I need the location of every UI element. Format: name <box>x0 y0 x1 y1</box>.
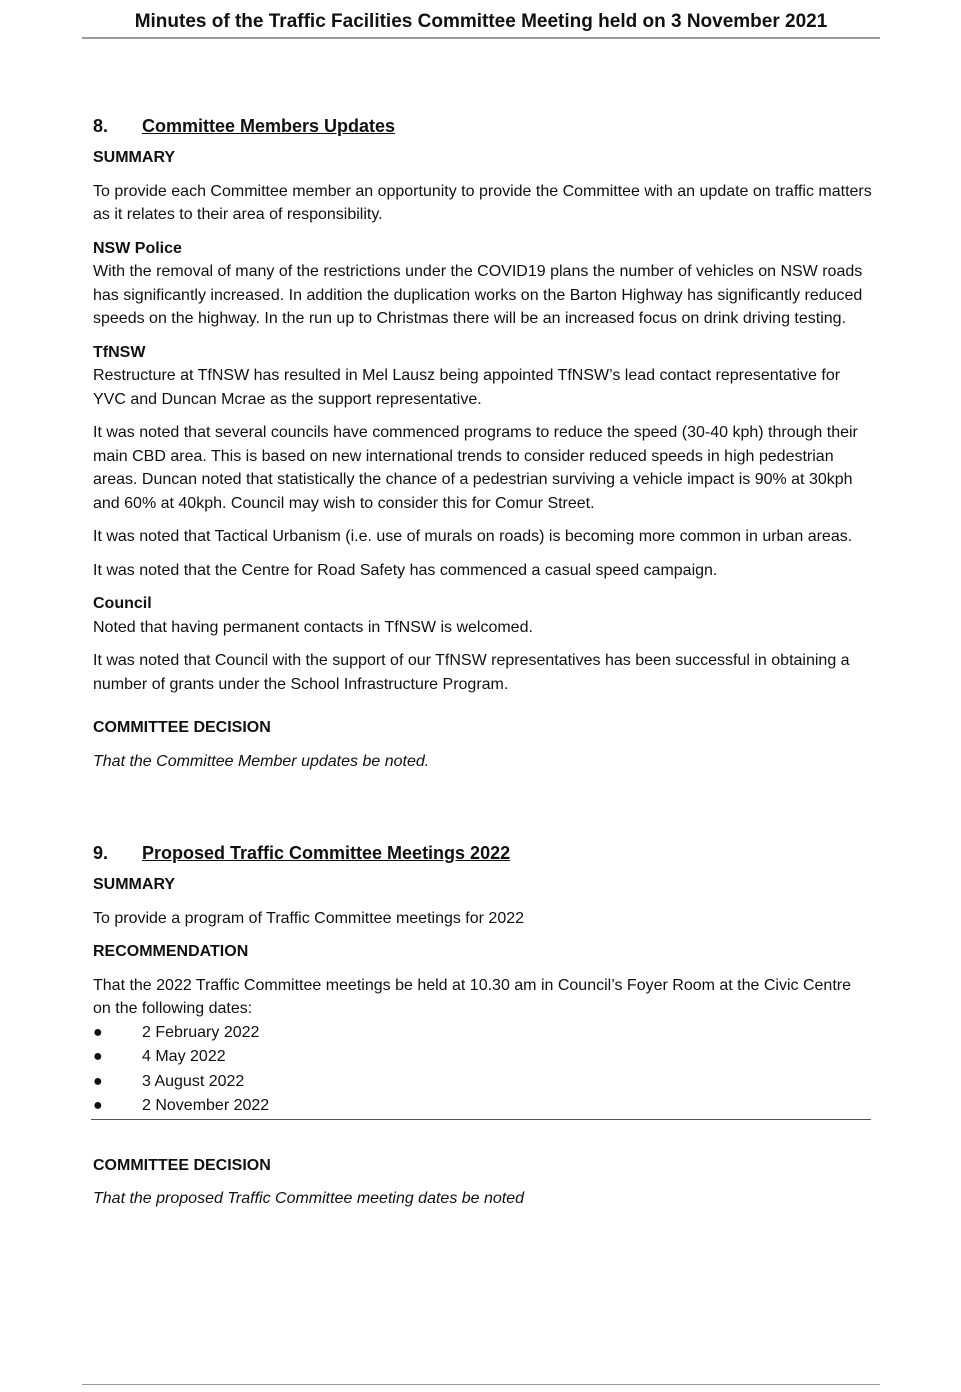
section-9-summary-label: SUMMARY <box>93 876 176 893</box>
tfnsw-text-3: It was noted that Tactical Urbanism (i.e. use of murals on roads) is becoming more common in urban areas. <box>93 528 853 545</box>
meeting-date-item <box>93 1045 873 1070</box>
meeting-date-item <box>93 1094 873 1119</box>
page-header <box>82 8 880 39</box>
recommendation-text: That the 2022 Traffic Committee meetings be held at 10.30 am in Council’s Foyer Room at the Civic Centre on the following dates: <box>93 976 851 1017</box>
tfnsw-label: TfNSW <box>93 343 146 361</box>
section-8-heading <box>93 114 873 138</box>
recommendation-divider <box>91 1119 871 1120</box>
section-9-decision-text: That the proposed Traffic Committee meeting dates be noted <box>93 1190 525 1207</box>
section-8-decision-text: That the Committee Member updates be noted. <box>93 752 430 770</box>
section-8-summary-label: SUMMARY <box>93 149 176 166</box>
nsw-police-text: With the removal of many of the restrictions under the COVID19 plans the number of vehicles on NSW roads has significantly increased. In addition the duplication works on the Barton Highway has significantly reduced speeds on the highway. In the run up to Christmas there will be an increased focus on drink driving testing. <box>93 263 863 327</box>
section-9-number: 9. <box>93 843 109 863</box>
section-9-title: Proposed Traffic Committee Meetings 2022 <box>142 843 511 863</box>
tfnsw-text-2: It was noted that several councils have commenced programs to reduce the speed (30-40 kph) through their main CBD area. This is based on new international trends to consider reduced speeds in high pedestrian areas. Duncan noted that statistically the chance of a pedestrian surviving a vehicle impact is 90% at 30kph and 60% at 40kph. Council may wish to consider this for Comur Street. <box>93 424 858 512</box>
meeting-date-item <box>93 1021 873 1046</box>
nsw-police-label: NSW Police <box>93 239 182 257</box>
recommendation-label: RECOMMENDATION <box>93 943 249 960</box>
bullet-icon: ● <box>93 1072 103 1090</box>
council-text-1: Noted that having permanent contacts in TfNSW is welcomed. <box>93 618 533 636</box>
document-body <box>93 114 873 1221</box>
section-9-summary-text: To provide a program of Traffic Committee meetings for 2022 <box>93 909 525 927</box>
section-8-summary-text: To provide each Committee member an opportunity to provide the Committee with an update on traffic matters as it relates to their area of responsibility. <box>93 182 872 223</box>
section-8-decision-label: COMMITTEE DECISION <box>93 719 271 736</box>
bullet-icon: ● <box>93 1023 103 1041</box>
bullet-icon: ● <box>93 1097 103 1114</box>
section-9-heading <box>93 841 873 865</box>
meeting-dates-list <box>93 1021 873 1119</box>
bullet-icon: ● <box>93 1048 103 1065</box>
section-9-decision-label: COMMITTEE DECISION <box>93 1156 271 1174</box>
meeting-date-text: 3 August 2022 <box>142 1072 245 1090</box>
tfnsw-text-4: It was noted that the Centre for Road Safety has commenced a casual speed campaign. <box>93 561 718 579</box>
section-8-title: Committee Members Updates <box>142 116 396 136</box>
meeting-date-text: 2 February 2022 <box>142 1023 260 1041</box>
section-spacer <box>93 783 873 841</box>
page-header-title: Minutes of the Traffic Facilities Committee Meeting held on 3 November 2021 <box>134 11 828 32</box>
tfnsw-text-1: Restructure at TfNSW has resulted in Mel Lausz being appointed TfNSW’s lead contact representative for YVC and Duncan Mcrae as the support representative. <box>93 367 841 408</box>
council-label: Council <box>93 595 152 612</box>
meeting-date-text: 4 May 2022 <box>142 1048 226 1065</box>
meeting-date-item <box>93 1070 873 1095</box>
meeting-date-text: 2 November 2022 <box>142 1097 270 1114</box>
section-8-number: 8. <box>93 116 109 136</box>
footer-divider <box>82 1384 880 1385</box>
council-text-2: It was noted that Council with the support of our TfNSW representatives has been successful in obtaining a number of grants under the School Infrastructure Program. <box>93 652 850 693</box>
